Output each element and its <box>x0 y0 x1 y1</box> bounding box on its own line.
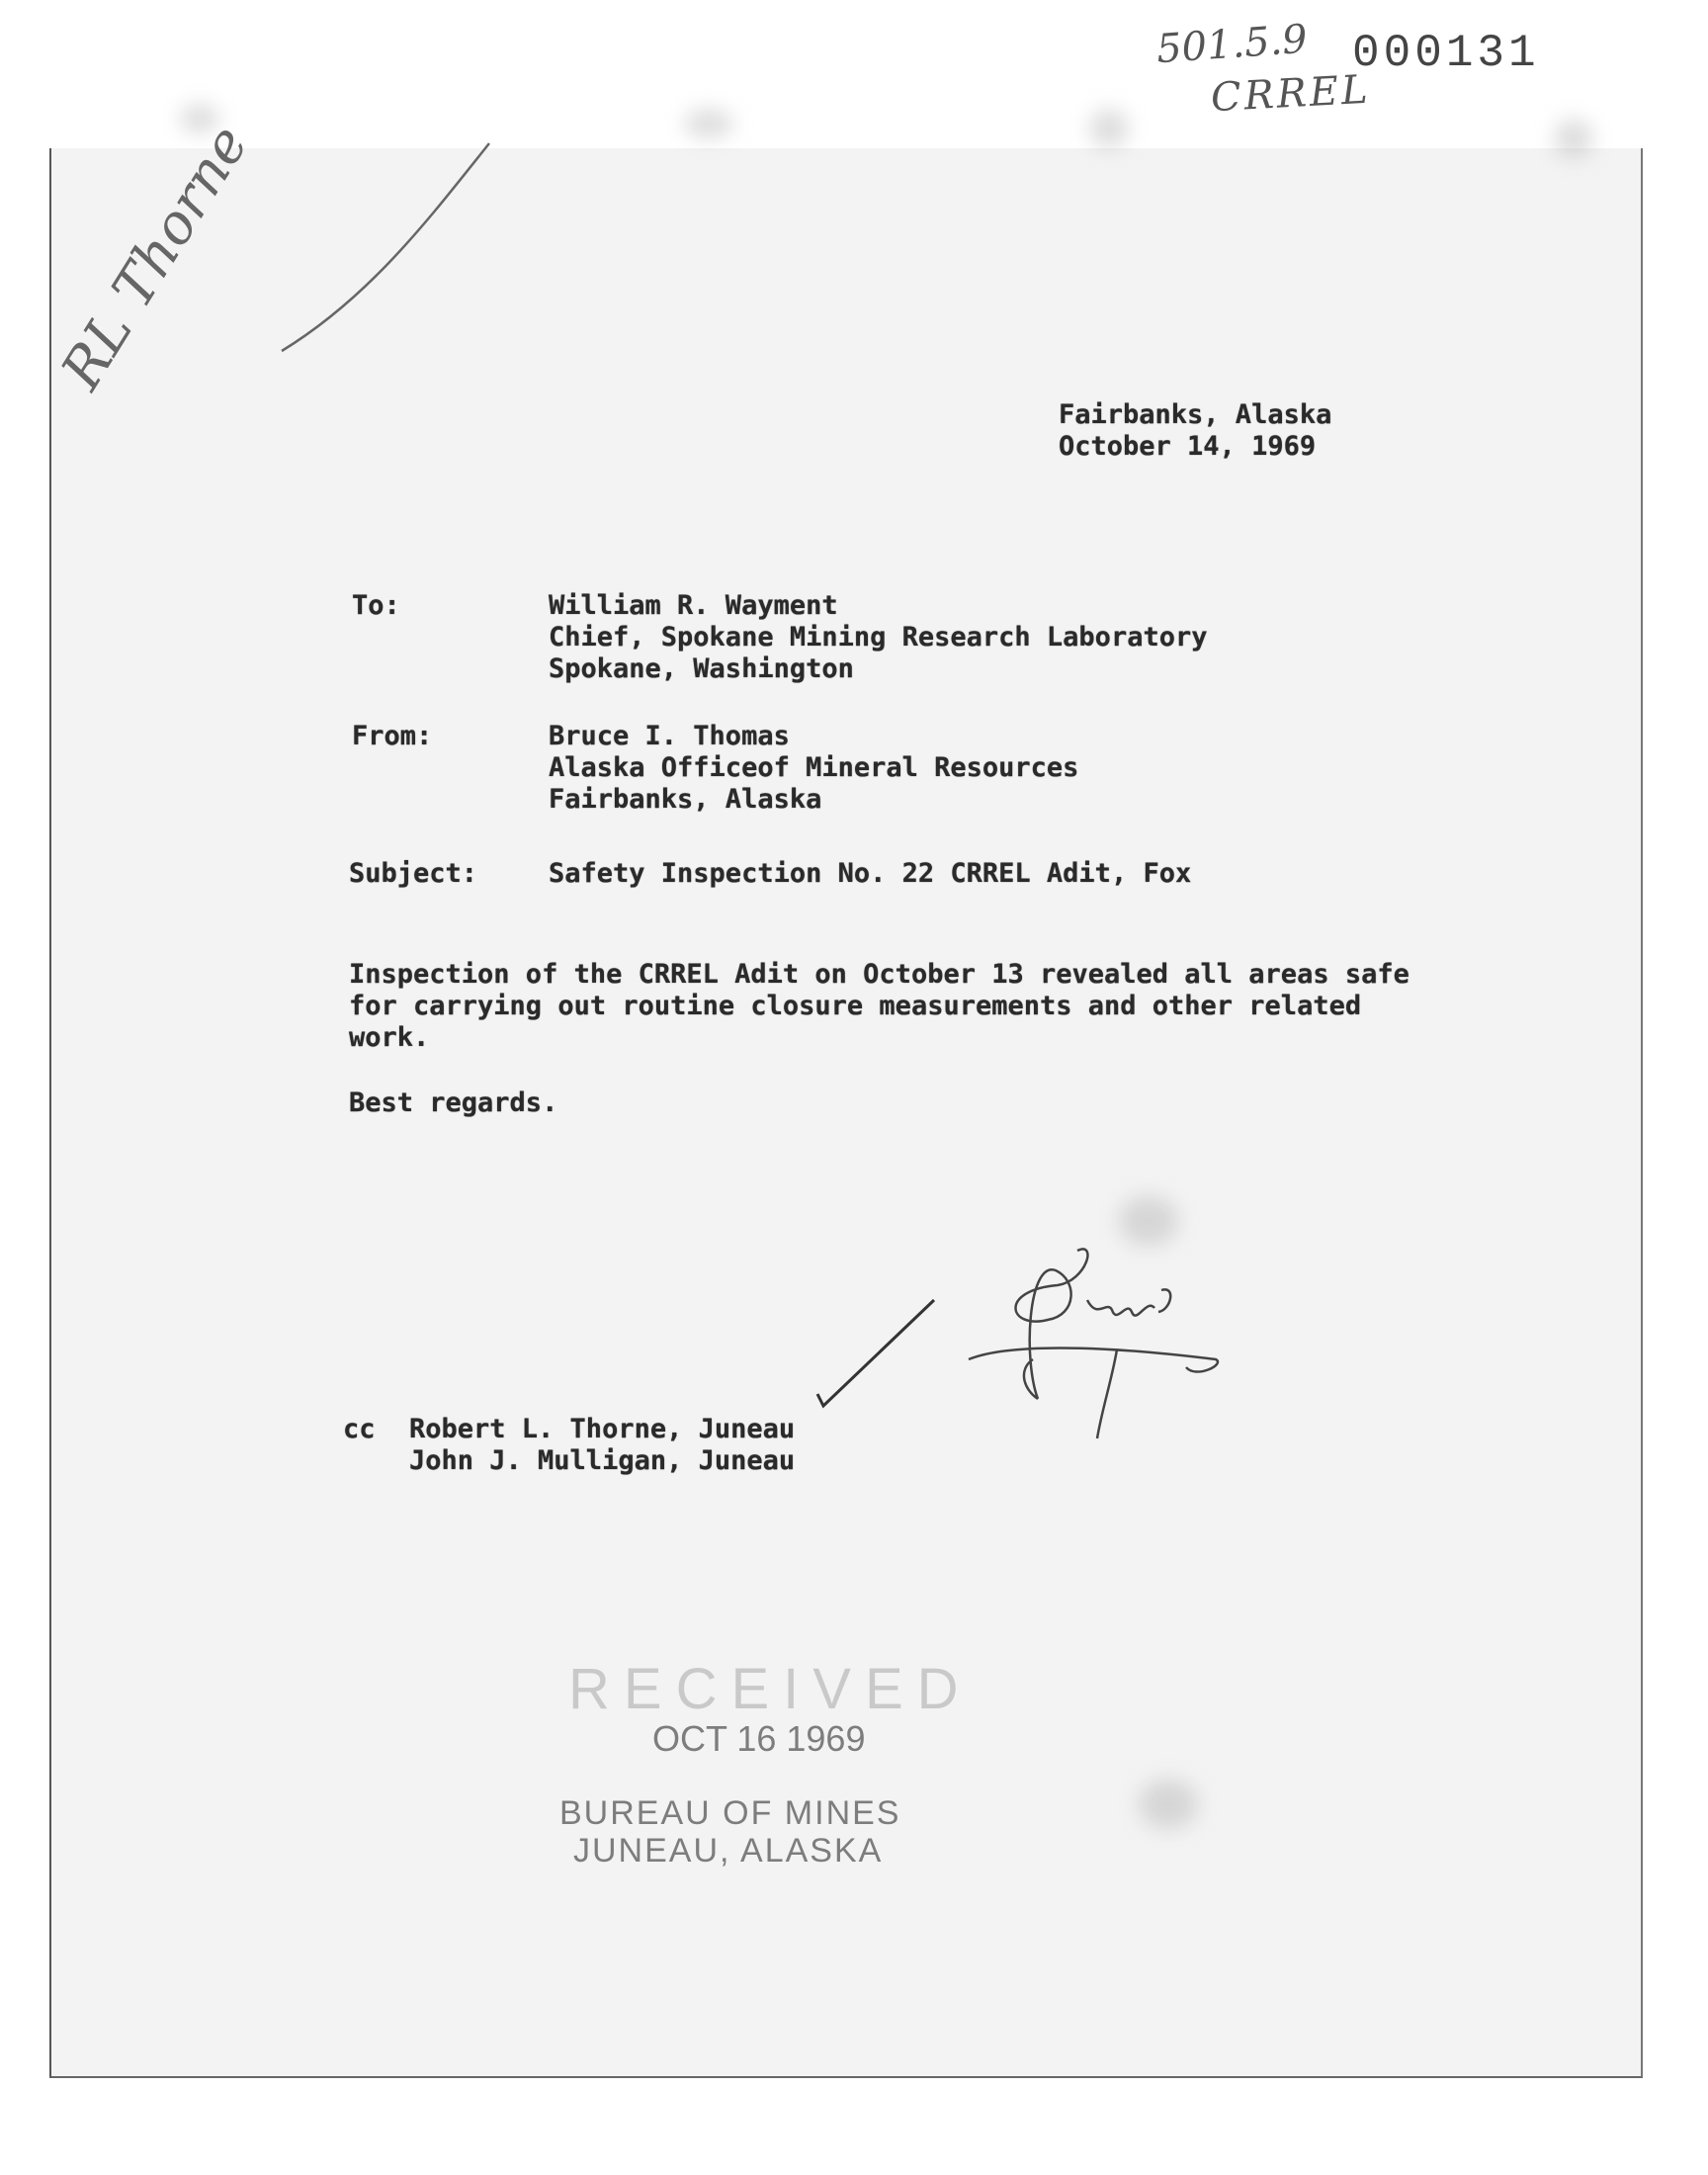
handwritten-project: CRREL <box>1209 66 1372 122</box>
from-label: From: <box>352 721 433 751</box>
stamp-received-word: RECEIVED <box>568 1657 973 1721</box>
smudge <box>1139 1780 1198 1829</box>
initials-slash-stroke <box>262 138 499 356</box>
handwritten-sequence-number: 000131 <box>1352 28 1540 79</box>
body-line: Inspection of the CRREL Adit on October 13 revealed all areas safe <box>349 959 1409 990</box>
to-recipient-title: Chief, Spokane Mining Research Laboratory <box>549 622 1208 652</box>
from-sender-name: Bruce I. Thomas <box>549 721 790 751</box>
from-sender-location: Fairbanks, Alaska <box>549 784 822 815</box>
from-sender-office: Alaska Officeof Mineral Resources <box>549 752 1079 783</box>
to-recipient-location: Spokane, Washington <box>549 653 854 684</box>
letter-sheet <box>49 148 1643 2078</box>
closing: Best regards. <box>349 1088 558 1118</box>
cc-recipient: John J. Mulligan, Juneau <box>409 1445 796 1476</box>
body-line: work. <box>349 1022 430 1053</box>
check-mark <box>815 1295 954 1424</box>
smudge <box>684 109 733 138</box>
to-recipient-name: William R. Wayment <box>549 590 838 621</box>
handwritten-initials: RL Thorne <box>48 114 262 400</box>
stamp-date: OCT 16 1969 <box>652 1718 866 1759</box>
smudge <box>1089 109 1129 148</box>
stamp-location: JUNEAU, ALASKA <box>573 1832 884 1870</box>
smudge <box>1119 1196 1178 1246</box>
letter-place: Fairbanks, Alaska <box>1059 399 1332 430</box>
handwritten-file-number: 501.5.9 <box>1154 16 1310 73</box>
cc-label: cc <box>343 1414 376 1444</box>
stamp-bureau: BUREAU OF MINES <box>559 1794 901 1832</box>
letter-date: October 14, 1969 <box>1059 431 1317 462</box>
smudge <box>1554 119 1593 158</box>
signature <box>939 1241 1236 1448</box>
to-label: To: <box>352 590 400 621</box>
subject-label: Subject: <box>349 858 478 889</box>
body-line: for carrying out routine closure measurements and other related <box>349 991 1362 1021</box>
cc-recipient: Robert L. Thorne, Juneau <box>409 1414 796 1444</box>
subject-text: Safety Inspection No. 22 CRREL Adit, Fox <box>549 858 1192 889</box>
